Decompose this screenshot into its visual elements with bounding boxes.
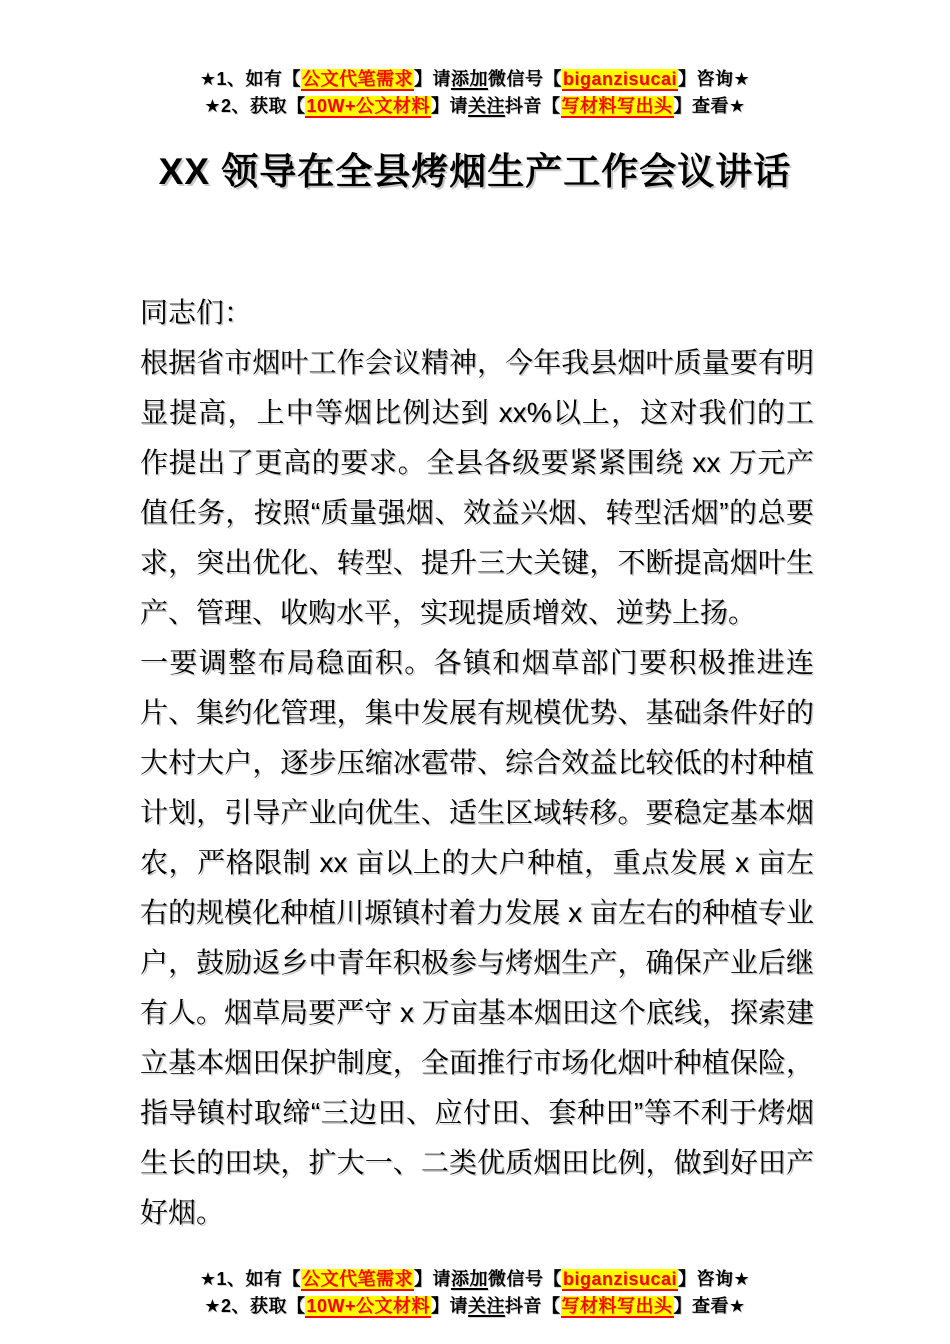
banner-line bbox=[0, 1293, 950, 1320]
highlighted-text: 10W+公文材料 bbox=[306, 96, 431, 116]
banner-text: 抖音【 bbox=[505, 96, 561, 116]
document-title: XX 领导在全县烤烟生产工作会议讲话 bbox=[158, 151, 792, 192]
paragraph: 根据省市烟叶工作会议精神，今年我县烟叶质量要有明显提高，上中等烟比例达到 xx%以上，这对我们的工作提出了更高的要求。全县各级要紧紧围绕 xx 万元产值任务，按照“质量强烟、效益兴烟、转型活烟”的总要求，突出优化、转型、提升三大关键，不断提高烟叶生产、管理、收购水平，实现提质增效、逆势上扬。 bbox=[140, 347, 814, 628]
banner-text: ★2、获取【 bbox=[204, 1296, 306, 1316]
promo-banner-top bbox=[0, 0, 950, 120]
highlighted-text: 写材料写出头 bbox=[561, 1296, 673, 1316]
banner-text: 】请 bbox=[431, 96, 469, 116]
paragraph: 一要调整布局稳面积。各镇和烟草部门要积极推进连片、集约化管理，集中发展有规模优势、基础条件好的大村大户，逐步压缩冰雹带、综合效益比较低的村种植计划，引导产业向优生、适生区域转移。要稳定基本烟农，严格限制 xx 亩以上的大户种植，重点发展 x 亩左右的规模化种植川塬镇村着力发展 x 亩左右的种植专业户，鼓励返乡中青年积极参与烤烟生产，确保产业后继有人。烟草局要严守 x 万亩基本烟田这个底线，探索建立基本烟田保护制度，全面推行市场化烟叶种植保险，指导镇村取缔“三边田、应付田、套种田”等不利于烤烟生长的田块，扩大一、二类优质烟田比例，做到好田产好烟。 bbox=[140, 647, 814, 1228]
banner-text: 】咨询★ bbox=[678, 69, 751, 89]
banner-text: ★1、如有【 bbox=[199, 69, 301, 89]
paragraph: 同志们： bbox=[140, 297, 253, 328]
promo-banner-bottom bbox=[0, 1238, 950, 1320]
banner-text: 】请 bbox=[413, 69, 451, 89]
banner-text: 】咨询★ bbox=[678, 1269, 751, 1289]
banner-text: 抖音【 bbox=[505, 1296, 561, 1316]
banner-text: 】请 bbox=[413, 1269, 451, 1289]
banner-text: 】查看★ bbox=[673, 1296, 746, 1316]
banner-text: 】查看★ bbox=[673, 96, 746, 116]
banner-text: 】请 bbox=[431, 1296, 469, 1316]
banner-text: ★1、如有【 bbox=[199, 1269, 301, 1289]
banner-text: 微信号【 bbox=[487, 1269, 562, 1289]
banner-line bbox=[0, 93, 950, 120]
banner-text: 微信号【 bbox=[487, 69, 562, 89]
underlined-text: 关注 bbox=[468, 96, 506, 116]
document-body bbox=[140, 288, 814, 1238]
underlined-text: 添加 bbox=[450, 1269, 488, 1289]
highlighted-text: biganzisucai bbox=[562, 1269, 678, 1289]
highlighted-text: 10W+公文材料 bbox=[306, 1296, 431, 1316]
underlined-text: 关注 bbox=[468, 1296, 506, 1316]
underlined-text: 添加 bbox=[450, 69, 488, 89]
highlighted-text: 写材料写出头 bbox=[561, 96, 673, 116]
banner-text: ★2、获取【 bbox=[204, 96, 306, 116]
highlighted-text: biganzisucai bbox=[562, 69, 678, 89]
banner-line bbox=[0, 1266, 950, 1293]
highlighted-text: 公文代笔需求 bbox=[301, 69, 413, 89]
banner-line bbox=[0, 66, 950, 93]
highlighted-text: 公文代笔需求 bbox=[301, 1269, 413, 1289]
